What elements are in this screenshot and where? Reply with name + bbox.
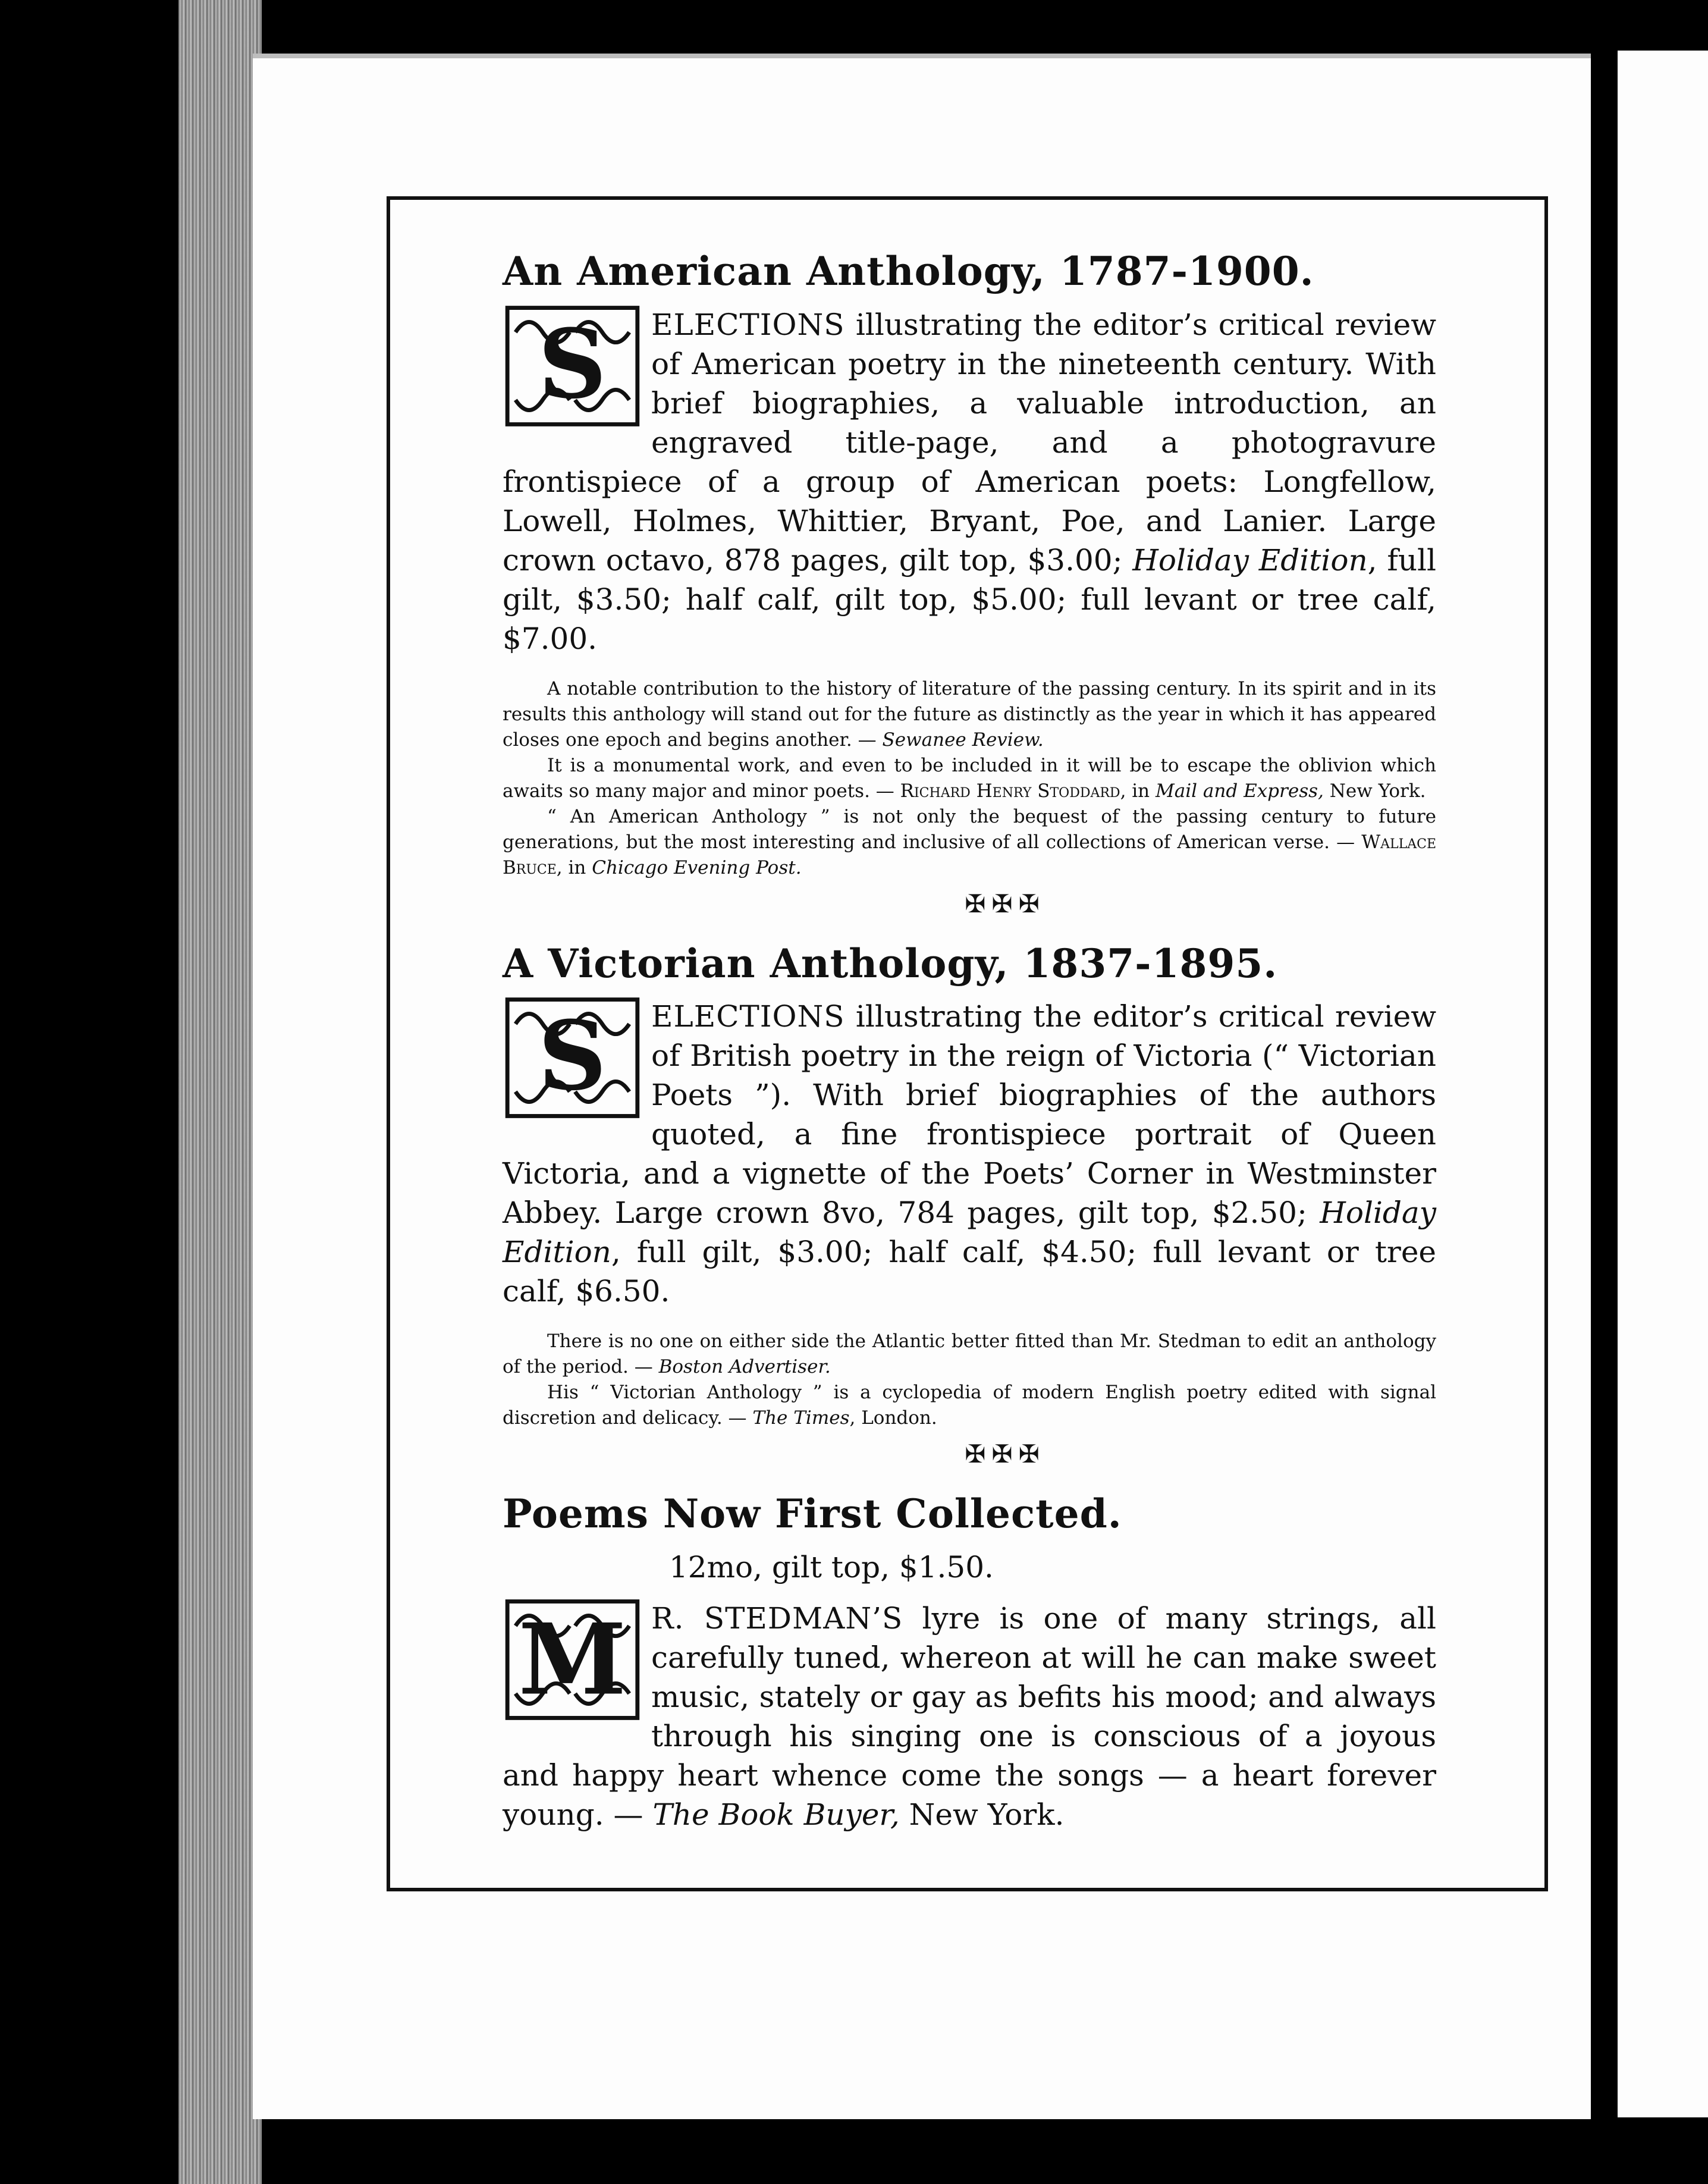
section-title: Poems Now First Collected. [503,1490,1122,1537]
quote-source: Mail and Express, [1156,780,1324,802]
decorative-initial-s-icon [503,997,642,1119]
description-text-a: illustrating the editor’s critical review of American poetry in the nineteenth century. With brief biographies, a valuable introduction, an engraved title-page, and a photogravure frontispiece of a group of American poets: Longfellow, Lowell, Holmes, Whittier, Bryant, Poe, and Lanier. Large crown octavo, 878 pages, gilt top, $3.00; [503,307,1436,578]
review-source: The Book Buyer, [652,1797,900,1832]
section-description [503,305,1436,658]
lead-word: ELECTIONS [651,999,845,1034]
quote-connector: , in [1120,780,1156,802]
edition-name: Holiday Edition [503,1195,1436,1270]
quote-source: The Times [752,1407,850,1429]
description-text-a: illustrating the editor’s critical review of British poetry in the reign of Victoria (“ Victorian Poets ”). With brief biographies of the authors quoted, a fine frontispiece portrait of Queen Victoria, and a vignette of the Poets’ Corner in Westminster Abbey. Large crown 8vo, 784 pages, gilt top, $2.50; [503,999,1436,1231]
quote-source: Sewanee Review. [882,729,1044,751]
quote-connector: , in [556,856,592,878]
quote-text: “ An American Anthology ” is not only the bequest of the passing century to future generations, but the most interesting and inclusive of all collections of American verse. — [503,805,1436,853]
section-description [503,997,1436,1311]
review-quote [503,1380,1436,1431]
section-title: An American Anthology, 1787-1900. [503,248,1314,294]
quote-tail: , London. [849,1407,937,1429]
section-victorian-anthology [503,942,1436,1469]
svg-text:S: S [538,307,607,420]
review-quote [503,753,1436,804]
quote-source: Boston Advertiser. [658,1356,831,1378]
review-quotes [503,1329,1436,1431]
decorative-initial-s-icon [503,305,642,427]
section-ornament: ✠✠✠ [965,1439,1045,1469]
description-text-b: , full gilt, $3.50; half calf, gilt top, $5.00; full levant or tree calf, $7.00. [503,542,1437,656]
description-text-b: New York. [899,1797,1065,1832]
facing-page-edge [1618,51,1708,2117]
decorative-initial-m-icon [503,1599,642,1721]
page-edge [178,0,262,2184]
svg-text:M: M [518,1602,627,1717]
section-title: A Victorian Anthology, 1837-1895. [503,940,1278,987]
review-quote [503,804,1436,881]
review-quotes [503,676,1436,881]
section-american-anthology [503,250,1436,918]
quote-text: His “ Victorian Anthology ” is a cyclopedia of modern English poetry edited with signal discretion and delicacy. — [503,1382,1436,1429]
quote-tail: New York. [1323,780,1426,802]
description-text-b: , full gilt, $3.00; half calf, $4.50; full levant or tree calf, $6.50. [503,1235,1436,1309]
section-ornament: ✠✠✠ [965,889,1045,918]
svg-text:S: S [538,1000,607,1112]
description-text-a: lyre is one of many strings, all carefully tuned, whereon at will he can make sweet music, stately or gay as befits his mood; and always through his singing one is conscious of a joyous and happy heart whence come the songs — a heart forever young. — [503,1601,1436,1832]
advertisement-content [503,250,1436,1834]
quote-text: A notable contribution to the history of literature of the passing century. In its spirit and in its results this anthology will stand out for the future as distinctly as the year in which it has appeared closes one epoch and begins another. — [503,677,1436,751]
quote-text: It is a monumental work, and even to be included in it will be to escape the oblivion which awaits so many major and minor poets. — [503,754,1436,802]
review-quote [503,676,1436,753]
price-line: 12mo, gilt top, $1.50. [669,1549,994,1584]
quote-author: Wallace Bruce [503,831,1436,878]
edition-name: Holiday Edition [1132,542,1368,578]
section-description [503,1599,1436,1834]
quote-text: There is no one on either side the Atlantic better fitted than Mr. Stedman to edit an anthology of the period. — [503,1331,1436,1378]
section-poems-now-first-collected [503,1492,1436,1834]
lead-word: R. STEDMAN’S [651,1601,903,1636]
quote-source: Chicago Evening Post. [592,856,802,878]
lead-word: ELECTIONS [651,307,845,342]
quote-author: Richard Henry Stoddard [900,780,1120,802]
review-quote [503,1329,1436,1380]
